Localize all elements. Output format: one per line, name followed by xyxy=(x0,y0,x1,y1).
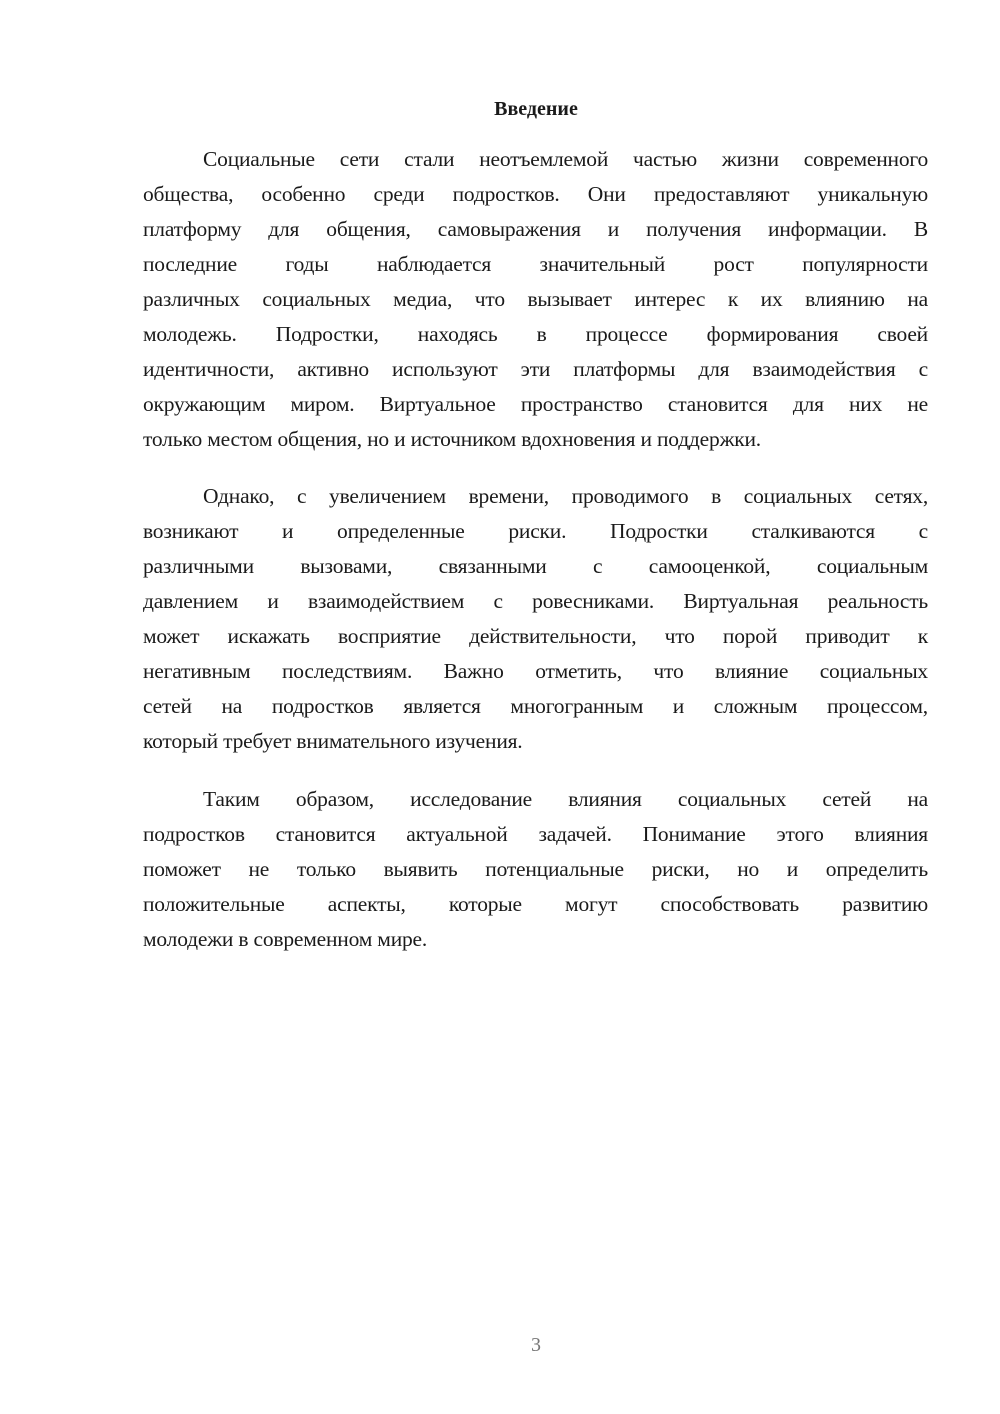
text-line: Однако, с увеличением времени, проводимого в социальных сетях, xyxy=(203,484,928,508)
text-line: положительные аспекты, которые могут способствовать развитию xyxy=(143,892,928,916)
paragraph-3 xyxy=(143,782,928,957)
paragraph-1 xyxy=(143,142,928,457)
text-line: молодежи в современном мире. xyxy=(143,927,428,951)
text-line: различных социальных медиа, что вызывает интерес к их влиянию на xyxy=(143,287,928,311)
page-number: 3 xyxy=(531,1334,541,1356)
paragraph-2 xyxy=(143,479,928,759)
text-line: последние годы наблюдается значительный рост популярности xyxy=(143,252,928,276)
text-line: поможет не только выявить потенциальные риски, но и определить xyxy=(143,857,928,881)
text-line: идентичности, активно используют эти платформы для взаимодействия с xyxy=(143,357,928,381)
text-line: окружающим миром. Виртуальное пространство становится для них не xyxy=(143,392,928,416)
text-line: сетей на подростков является многогранным и сложным процессом, xyxy=(143,694,928,718)
text-line: давлением и взаимодействием с ровесниками. Виртуальная реальность xyxy=(143,589,928,613)
text-line: возникают и определенные риски. Подростки сталкиваются с xyxy=(143,519,928,543)
text-line: Социальные сети стали неотъемлемой частью жизни современного xyxy=(203,147,928,171)
text-line: который требует внимательного изучения. xyxy=(143,729,523,753)
text-line: только местом общения, но и источником вдохновения и поддержки. xyxy=(143,427,761,451)
text-line: различными вызовами, связанными с самооценкой, социальным xyxy=(143,554,928,578)
section-heading: Введение xyxy=(494,98,578,120)
text-line: платформу для общения, самовыражения и получения информации. В xyxy=(143,217,928,241)
text-line: подростков становится актуальной задачей. Понимание этого влияния xyxy=(143,822,928,846)
text-line: негативным последствиям. Важно отметить, что влияние социальных xyxy=(143,659,928,683)
text-line: может искажать восприятие действительности, что порой приводит к xyxy=(143,624,928,648)
text-line: общества, особенно среди подростков. Они предоставляют уникальную xyxy=(143,182,928,206)
text-line: Таким образом, исследование влияния социальных сетей на xyxy=(203,787,928,811)
text-line: молодежь. Подростки, находясь в процессе формирования своей xyxy=(143,322,928,346)
